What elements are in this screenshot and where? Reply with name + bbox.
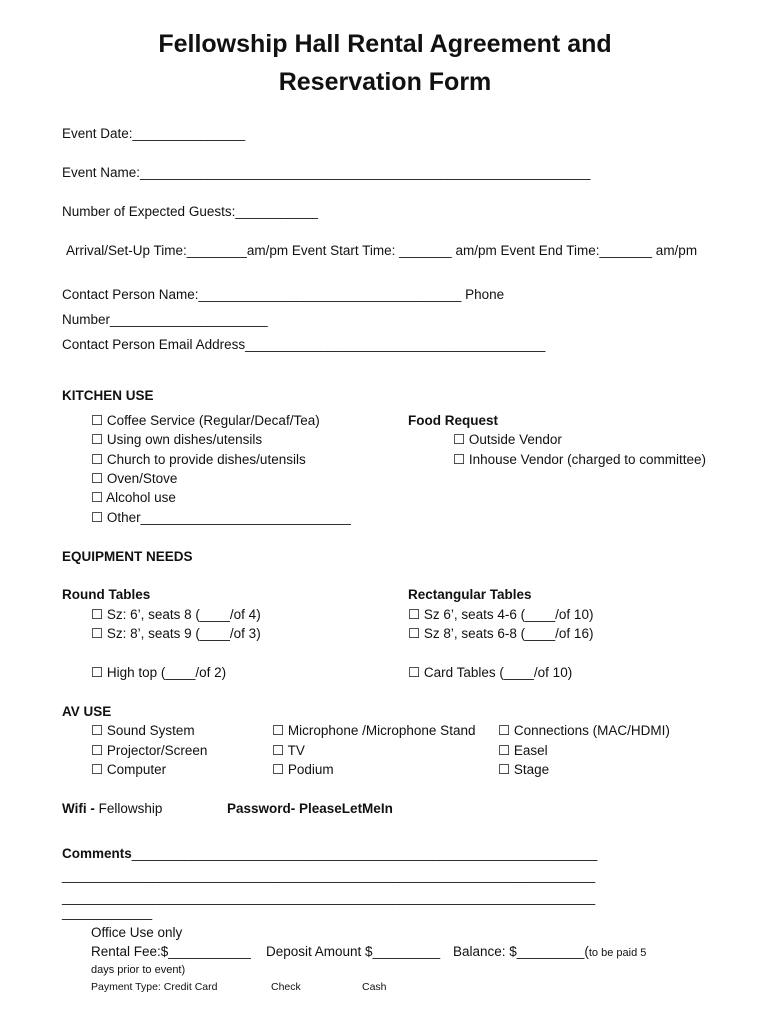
rect-table-6ft[interactable]: ☐ Sz 6’, seats 4-6 (____/of 10) (408, 607, 594, 622)
wifi-value: Fellowship (98, 801, 163, 816)
contact-number-field[interactable]: Number_____________________ (62, 312, 268, 327)
av-computer[interactable]: ☐ Computer (91, 762, 167, 777)
round-table-8ft[interactable]: ☐ Sz: 8’, seats 9 (____/of 3) (91, 626, 261, 641)
balance-note-continued: days prior to event) (91, 964, 186, 976)
comments-line-3[interactable]: _______________________________________________________________________ (62, 890, 596, 905)
rect-table-8ft[interactable]: ☐ Sz 8’, seats 6-8 (____/of 16) (408, 626, 594, 641)
kitchen-item-church-dishes[interactable]: ☐ Church to provide dishes/utensils (91, 452, 306, 467)
form-title-line-1: Fellowship Hall Rental Agreement and (158, 30, 612, 58)
av-stage[interactable]: ☐ Stage (498, 762, 550, 777)
balance-label: Balance: $_________( (453, 944, 589, 959)
times-field[interactable]: Arrival/Set-Up Time:________am/pm Event Start Time: _______ am/pm Event End Time:_______ am/pm (66, 243, 698, 258)
food-item-outside-vendor[interactable]: ☐ Outside Vendor (453, 432, 562, 447)
comments-line-1: ______________________________________________________________ (131, 846, 598, 861)
wifi-info (62, 801, 162, 816)
wifi-password: Password- PleaseLetMeIn (227, 801, 393, 816)
payment-type-check[interactable]: Check (271, 981, 301, 993)
form-title-line-2: Reservation Form (278, 68, 492, 96)
av-connections[interactable]: ☐ Connections (MAC/HDMI) (498, 723, 670, 738)
high-top-table[interactable]: ☐ High top (____/of 2) (91, 665, 227, 680)
comments-label: Comments (62, 846, 132, 861)
kitchen-item-own-dishes[interactable]: ☐ Using own dishes/utensils (91, 432, 263, 447)
balance-note: to be paid 5 (588, 947, 647, 959)
rectangular-tables-heading: Rectangular Tables (408, 587, 532, 602)
kitchen-item-alcohol[interactable]: ☐ Alcohol use (91, 490, 176, 505)
av-microphone[interactable]: ☐ Microphone /Microphone Stand (272, 723, 476, 738)
office-use-heading: Office Use only (91, 925, 183, 940)
wifi-label: Wifi - (62, 801, 99, 816)
comments-field[interactable] (62, 846, 597, 861)
av-use-heading: AV USE (62, 704, 112, 719)
kitchen-item-oven[interactable]: ☐ Oven/Stove (91, 471, 178, 486)
av-easel[interactable]: ☐ Easel (498, 743, 548, 758)
av-projector[interactable]: ☐ Projector/Screen (91, 743, 208, 758)
event-name-field[interactable]: Event Name:____________________________________________________________ (62, 165, 591, 180)
comments-line-4[interactable]: ____________ (62, 905, 153, 920)
expected-guests-field[interactable]: Number of Expected Guests:___________ (62, 204, 318, 219)
payment-type-credit-card[interactable]: Payment Type: Credit Card (91, 981, 218, 993)
kitchen-use-heading: KITCHEN USE (62, 388, 154, 403)
balance-field[interactable] (453, 944, 646, 959)
contact-email-field[interactable]: Contact Person Email Address________________________________________ (62, 337, 546, 352)
payment-type-cash[interactable]: Cash (362, 981, 387, 993)
kitchen-item-other[interactable]: ☐ Other____________________________ (91, 510, 351, 525)
rental-fee-field[interactable]: Rental Fee:$___________ (91, 944, 251, 959)
kitchen-item-coffee[interactable]: ☐ Coffee Service (Regular/Decaf/Tea) (91, 413, 320, 428)
deposit-amount-field[interactable]: Deposit Amount $_________ (266, 944, 441, 959)
equipment-needs-heading: EQUIPMENT NEEDS (62, 549, 193, 564)
round-tables-heading: Round Tables (62, 587, 151, 602)
comments-line-2[interactable]: _______________________________________________________________________ (62, 868, 596, 883)
event-date-field[interactable]: Event Date:_______________ (62, 126, 246, 141)
contact-name-field[interactable]: Contact Person Name:___________________________________ Phone (62, 287, 505, 302)
av-sound-system[interactable]: ☐ Sound System (91, 723, 195, 738)
round-table-6ft[interactable]: ☐ Sz: 6’, seats 8 (____/of 4) (91, 607, 261, 622)
card-tables[interactable]: ☐ Card Tables (____/of 10) (408, 665, 573, 680)
food-request-heading: Food Request (408, 413, 498, 428)
av-tv[interactable]: ☐ TV (272, 743, 305, 758)
av-podium[interactable]: ☐ Podium (272, 762, 334, 777)
food-item-inhouse-vendor[interactable]: ☐ Inhouse Vendor (charged to committee) (453, 452, 706, 467)
